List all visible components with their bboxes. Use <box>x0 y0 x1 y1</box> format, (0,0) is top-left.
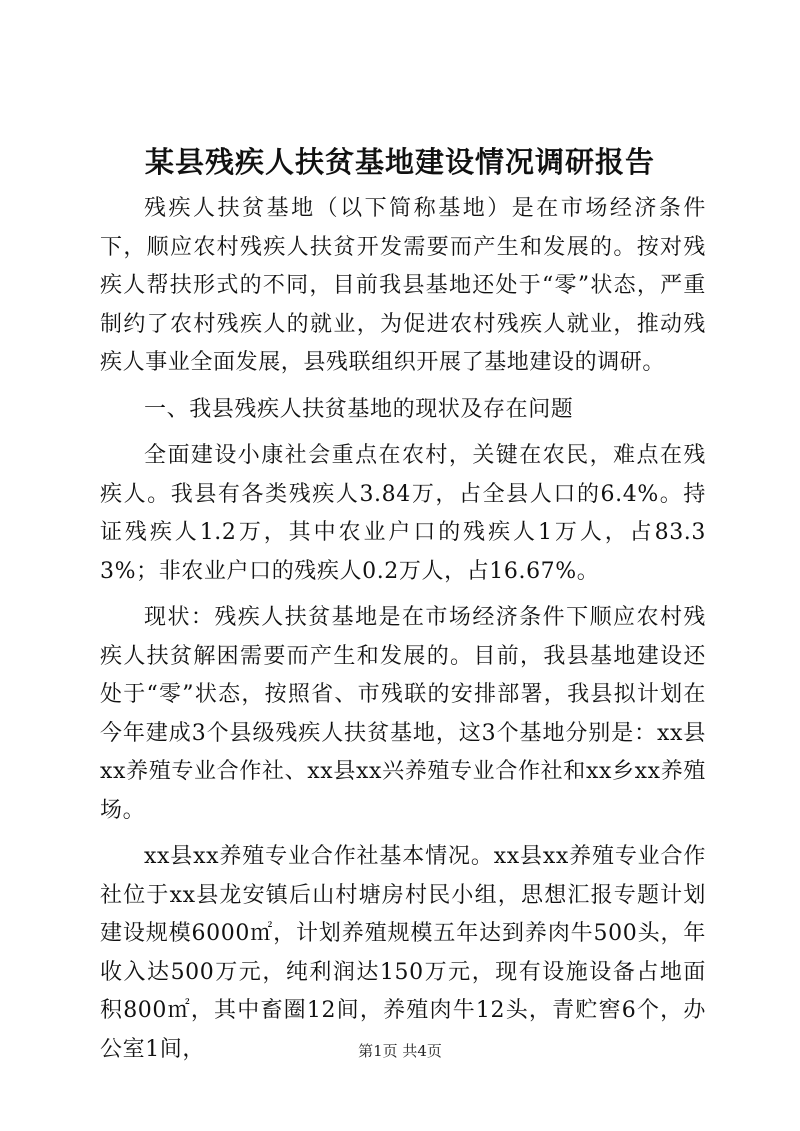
page-footer: 第1页 共4页 <box>358 1042 442 1060</box>
paragraph-intro: 残疾人扶贫基地（以下简称基地）是在市场经济条件下，顺应农村残疾人扶贫开发需要而产生和发展的。按对残疾人帮扶形式的不同，目前我县基地还处于“零”状态，严重制约了农村残疾人的就业，为促进农村残疾人就业，推动残疾人事业全面发展，县残联组织开展了基地建设的调研。 <box>100 196 706 375</box>
document-title: 某县残疾人扶贫基地建设情况调研报告 <box>144 145 655 179</box>
paragraph-status: 现状：残疾人扶贫基地是在市场经济条件下顺应农村残疾人扶贫解困需要而产生和发展的。目前，我县基地建设还处于“零”状态，按照省、市残联的安排部署，我县拟计划在今年建成3个县级残疾人扶贫基地，这3个基地分别是：xx县xx养殖专业合作社、xx县xx兴养殖专业合作社和xx乡xx养殖场。 <box>100 605 706 823</box>
section-heading-1: 一、我县残疾人扶贫基地的现状及存在问题 <box>144 396 574 422</box>
paragraph-cooperative-info: xx县xx养殖专业合作社基本情况。xx县xx养殖专业合作社位于xx县龙安镇后山村塘房村民小组，思想汇报专题计划建设规模6000㎡，计划养殖规模五年达到养肉牛500头，年收入达500万元，纯利润达150万元，现有设施设备占地面积800㎡，其中畜圈12间，养殖肉牛12头，青贮窖6个，办公室1间， <box>100 844 706 1062</box>
paragraph-statistics: 全面建设小康社会重点在农村，关键在农民，难点在残疾人。我县有各类残疾人3.84万，占全县人口的6.4%。持证残疾人1.2万，其中农业户口的残疾人1万人，占83.33%；非农业户口的残疾人0.2万人，占16.67%。 <box>100 443 706 584</box>
document-body <box>100 190 706 1077</box>
